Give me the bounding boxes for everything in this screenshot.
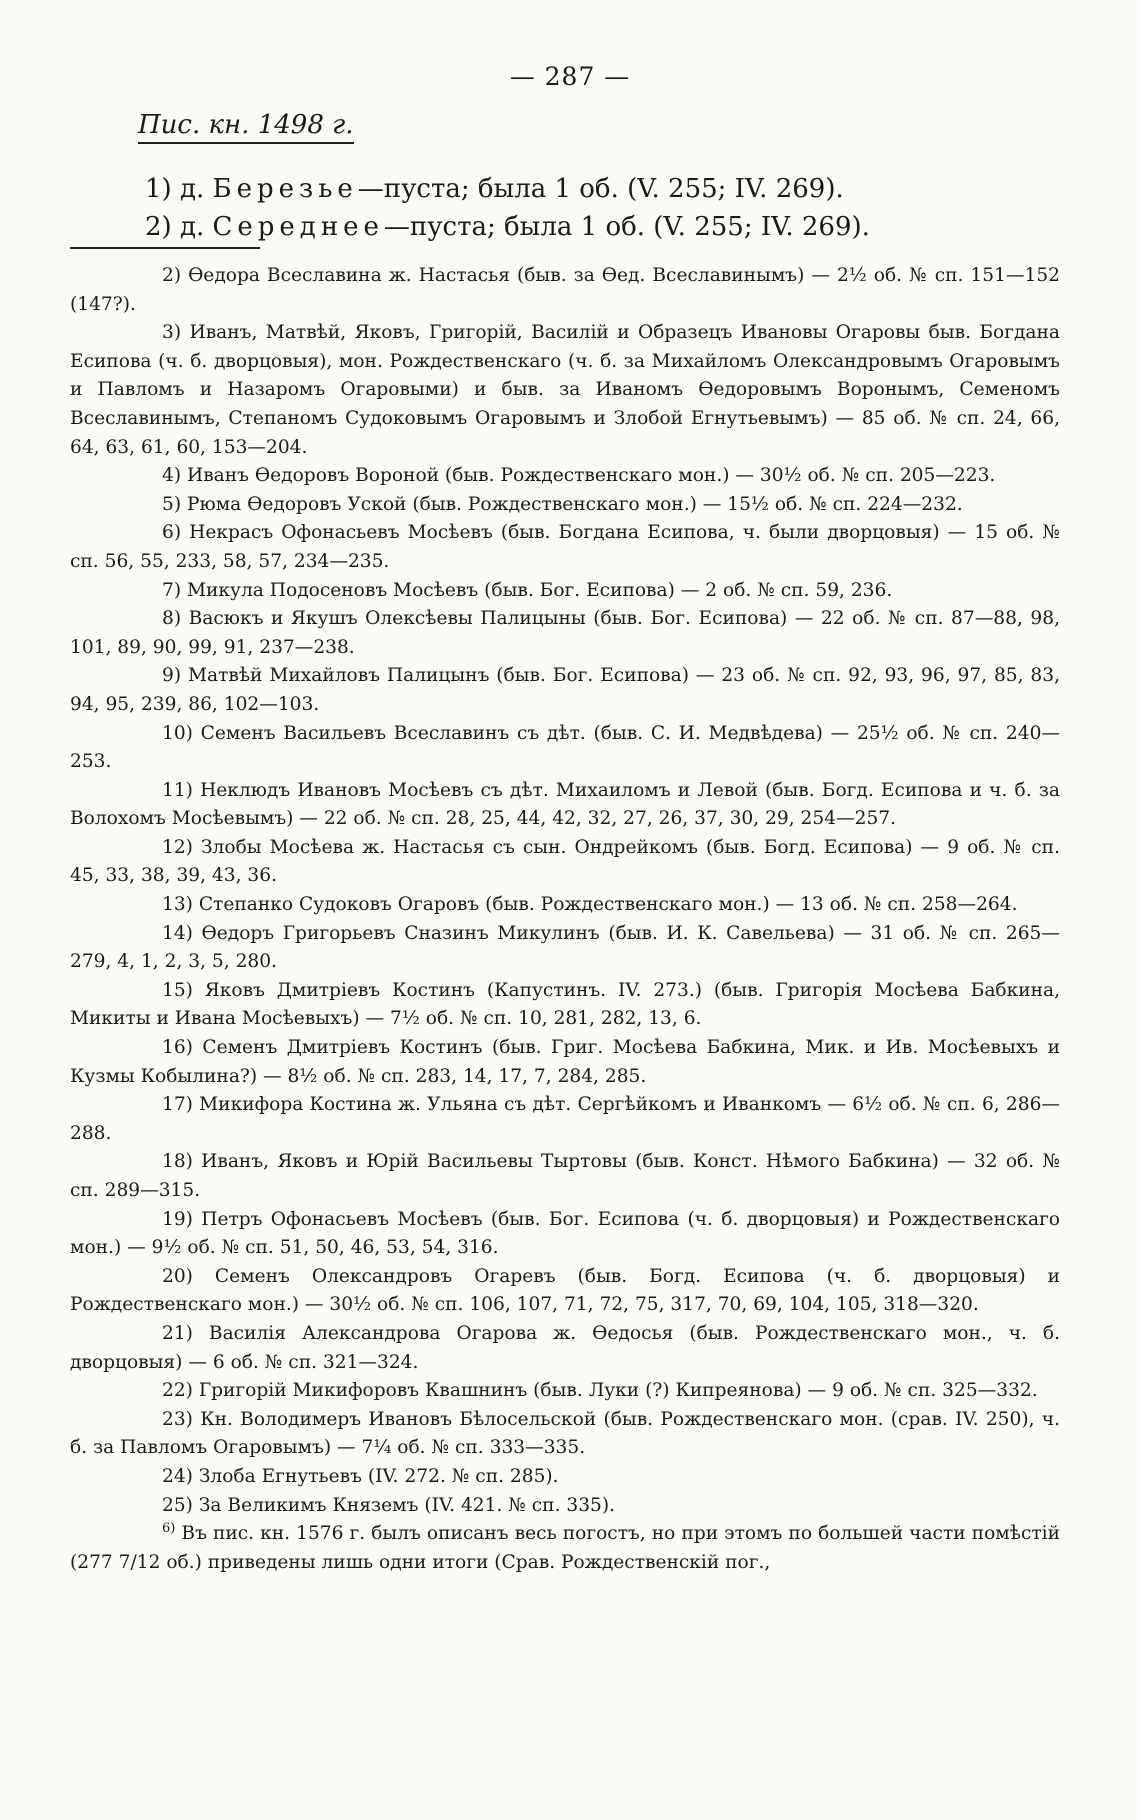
main-entry: [145, 170, 1045, 208]
footnote-item: 24) Злоба Егнутьевъ (IV. 272. № сп. 285).: [162, 1465, 559, 1487]
main-entries: [145, 170, 1045, 246]
village-name: Березье: [212, 174, 358, 204]
footnote-item: 2) Өедора Всеславина ж. Настасья (быв. за Өед. Всеславинымъ) — 2½ об. № сп. 151—152 (147?).: [70, 265, 1060, 315]
footnote-item: 11) Неклюдъ Ивановъ Мосѣевъ съ дѣт. Михаиломъ и Левой (быв. Богд. Есипова и ч. б. за Волохомъ Мосѣевымъ) — 22 об. № сп. 28, 25, 44, 42, 32, 27, 26, 37, 30, 29, 254—257.: [70, 779, 1060, 830]
footnote-item: 13) Степанко Судоковъ Огаровъ (быв. Рождественскаго мон.) — 13 об. № сп. 258—264.: [162, 894, 1018, 916]
footnote-item: 19) Петръ Офонасьевъ Мосѣевъ (быв. Бог. Есипова (ч. б. дворцовыя) и Рождественскаго мон.) — 9½ об. № сп. 51, 50, 46, 53, 54, 316.: [70, 1208, 1060, 1259]
entry-text: —пуста; была 1 об. (V. 255; IV. 269).: [383, 212, 870, 242]
footnotes: [70, 262, 1060, 1577]
source-heading: Пис. кн. 1498 г.: [138, 110, 354, 144]
footnote-item: 18) Иванъ, Яковъ и Юрій Васильевы Тыртовы (быв. Конст. Нѣмого Бабкина) — 32 об. № сп. 289—315.: [70, 1151, 1060, 1201]
footnote-item: 23) Кн. Володимеръ Ивановъ Бѣлосельской (быв. Рождественскаго мон. (срав. IV. 250), ч. б. за Павломъ Огаровымъ) — 7¼ об. № сп. 333—335.: [70, 1408, 1060, 1459]
footnote-item: 15) Яковъ Дмитріевъ Костинъ (Капустинъ. IV. 273.) (быв. Григорія Мосѣева Бабкина, Микиты и Ивана Мосѣевыхъ) — 7½ об. № сп. 10, 281, 282, 13, 6.: [70, 979, 1060, 1030]
footnote-item: 20) Семенъ Олександровъ Огаревъ (быв. Богд. Есипова (ч. б. дворцовыя) и Рождественскаго мон.) — 30½ об. № сп. 106, 107, 71, 72, 75, 317, 70, 69, 104, 105, 318—320.: [70, 1265, 1060, 1316]
village-name: Середнее: [212, 212, 384, 242]
footnote-item: 12) Злобы Мосѣева ж. Настасья съ сын. Ондрейкомъ (быв. Богд. Есипова) — 9 об. № сп. 45, 33, 38, 39, 43, 36.: [70, 836, 1060, 887]
footnote-item: 14) Өедоръ Григорьевъ Сназинъ Микулинъ (быв. И. К. Савельева) — 31 об. № сп. 265—279, 4, 1, 2, 3, 5, 280.: [70, 922, 1060, 973]
footnote-item: 21) Василія Александрова Огарова ж. Өедосья (быв. Рождественскаго мон., ч. б. дворцовыя) — 6 об. № сп. 321—324.: [70, 1322, 1060, 1373]
main-entry: [145, 208, 1045, 246]
page-number: — 287 —: [509, 62, 631, 91]
footnote-item: 3) Иванъ, Матвѣй, Яковъ, Григорій, Василій и Образецъ Ивановы Огаровы быв. Богдана Есипова (ч. б. дворцовыя), мон. Рождественскаго (ч. б. за Михайломъ Олександровымъ Огаровымъ и Павломъ и Назаромъ Огаровыми) и быв. за Иваномъ Өедоровымъ Воронымъ, Семеномъ Всеславинымъ, Степаномъ Судоковымъ Огаровымъ и Злобой Егнутьевымъ) — 85 об. № сп. 24, 66, 64, 63, 61, 60, 153—204.: [70, 322, 1060, 458]
entry-number: 1) д.: [145, 174, 213, 204]
footnote-6: [70, 1520, 1060, 1577]
footnote-item: 16) Семенъ Дмитріевъ Костинъ (быв. Григ. Мосѣева Бабкина, Мик. и Ив. Мосѣевыхъ и Кузмы Кобылина?) — 8½ об. № сп. 283, 14, 17, 7, 284, 285.: [70, 1037, 1060, 1087]
footnote-item: 25) За Великимъ Княземъ (IV. 421. № сп. 335).: [162, 1494, 616, 1516]
footnote-item: 8) Васюкъ и Якушъ Олексѣевы Палицыны (быв. Бог. Есипова) — 22 об. № сп. 87—88, 98, 101, 89, 90, 99, 91, 237—238.: [70, 608, 1060, 658]
footnote-marker: 6): [162, 1520, 176, 1536]
entry-number: 2) д.: [145, 212, 213, 242]
footnote-item: 4) Иванъ Өедоровъ Вороной (быв. Рождественскаго мон.) — 30½ об. № сп. 205—223.: [162, 465, 996, 487]
footnote-divider: [70, 247, 260, 249]
footnote-item: 5) Рюма Өедоровъ Уской (быв. Рождественскаго мон.) — 15½ об. № сп. 224—232.: [162, 493, 963, 515]
footnote-text: Въ пис. кн. 1576 г. былъ описанъ весь погостъ, но при этомъ по большей части помѣстій (277 7/12 об.) приведены лишь одни итоги (Срав. Рождественскій пог.,: [70, 1523, 1060, 1573]
entry-text: —пуста; была 1 об. (V. 255; IV. 269).: [357, 174, 844, 204]
footnote-item: 7) Микула Подосеновъ Мосѣевъ (быв. Бог. Есипова) — 2 об. № сп. 59, 236.: [162, 579, 893, 601]
footnote-item: 10) Семенъ Васильевъ Всеславинъ съ дѣт. (быв. С. И. Медвѣдева) — 25½ об. № сп. 240—253.: [70, 722, 1060, 773]
footnote-item: 9) Матвѣй Михайловъ Палицынъ (быв. Бог. Есипова) — 23 об. № сп. 92, 93, 96, 97, 85, 83, 94, 95, 239, 86, 102—103.: [70, 665, 1060, 715]
footnote-item: 6) Некрасъ Офонасьевъ Мосѣевъ (быв. Богдана Есипова, ч. были дворцовыя) — 15 об. № сп. 56, 55, 233, 58, 57, 234—235.: [70, 522, 1060, 572]
footnote-item: 22) Григорій Микифоровъ Квашнинъ (быв. Луки (?) Кипреянова) — 9 об. № сп. 325—332.: [162, 1380, 1038, 1402]
footnote-item: 17) Микифора Костина ж. Ульяна съ дѣт. Сергѣйкомъ и Иванкомъ — 6½ об. № сп. 6, 286—288.: [70, 1094, 1060, 1144]
